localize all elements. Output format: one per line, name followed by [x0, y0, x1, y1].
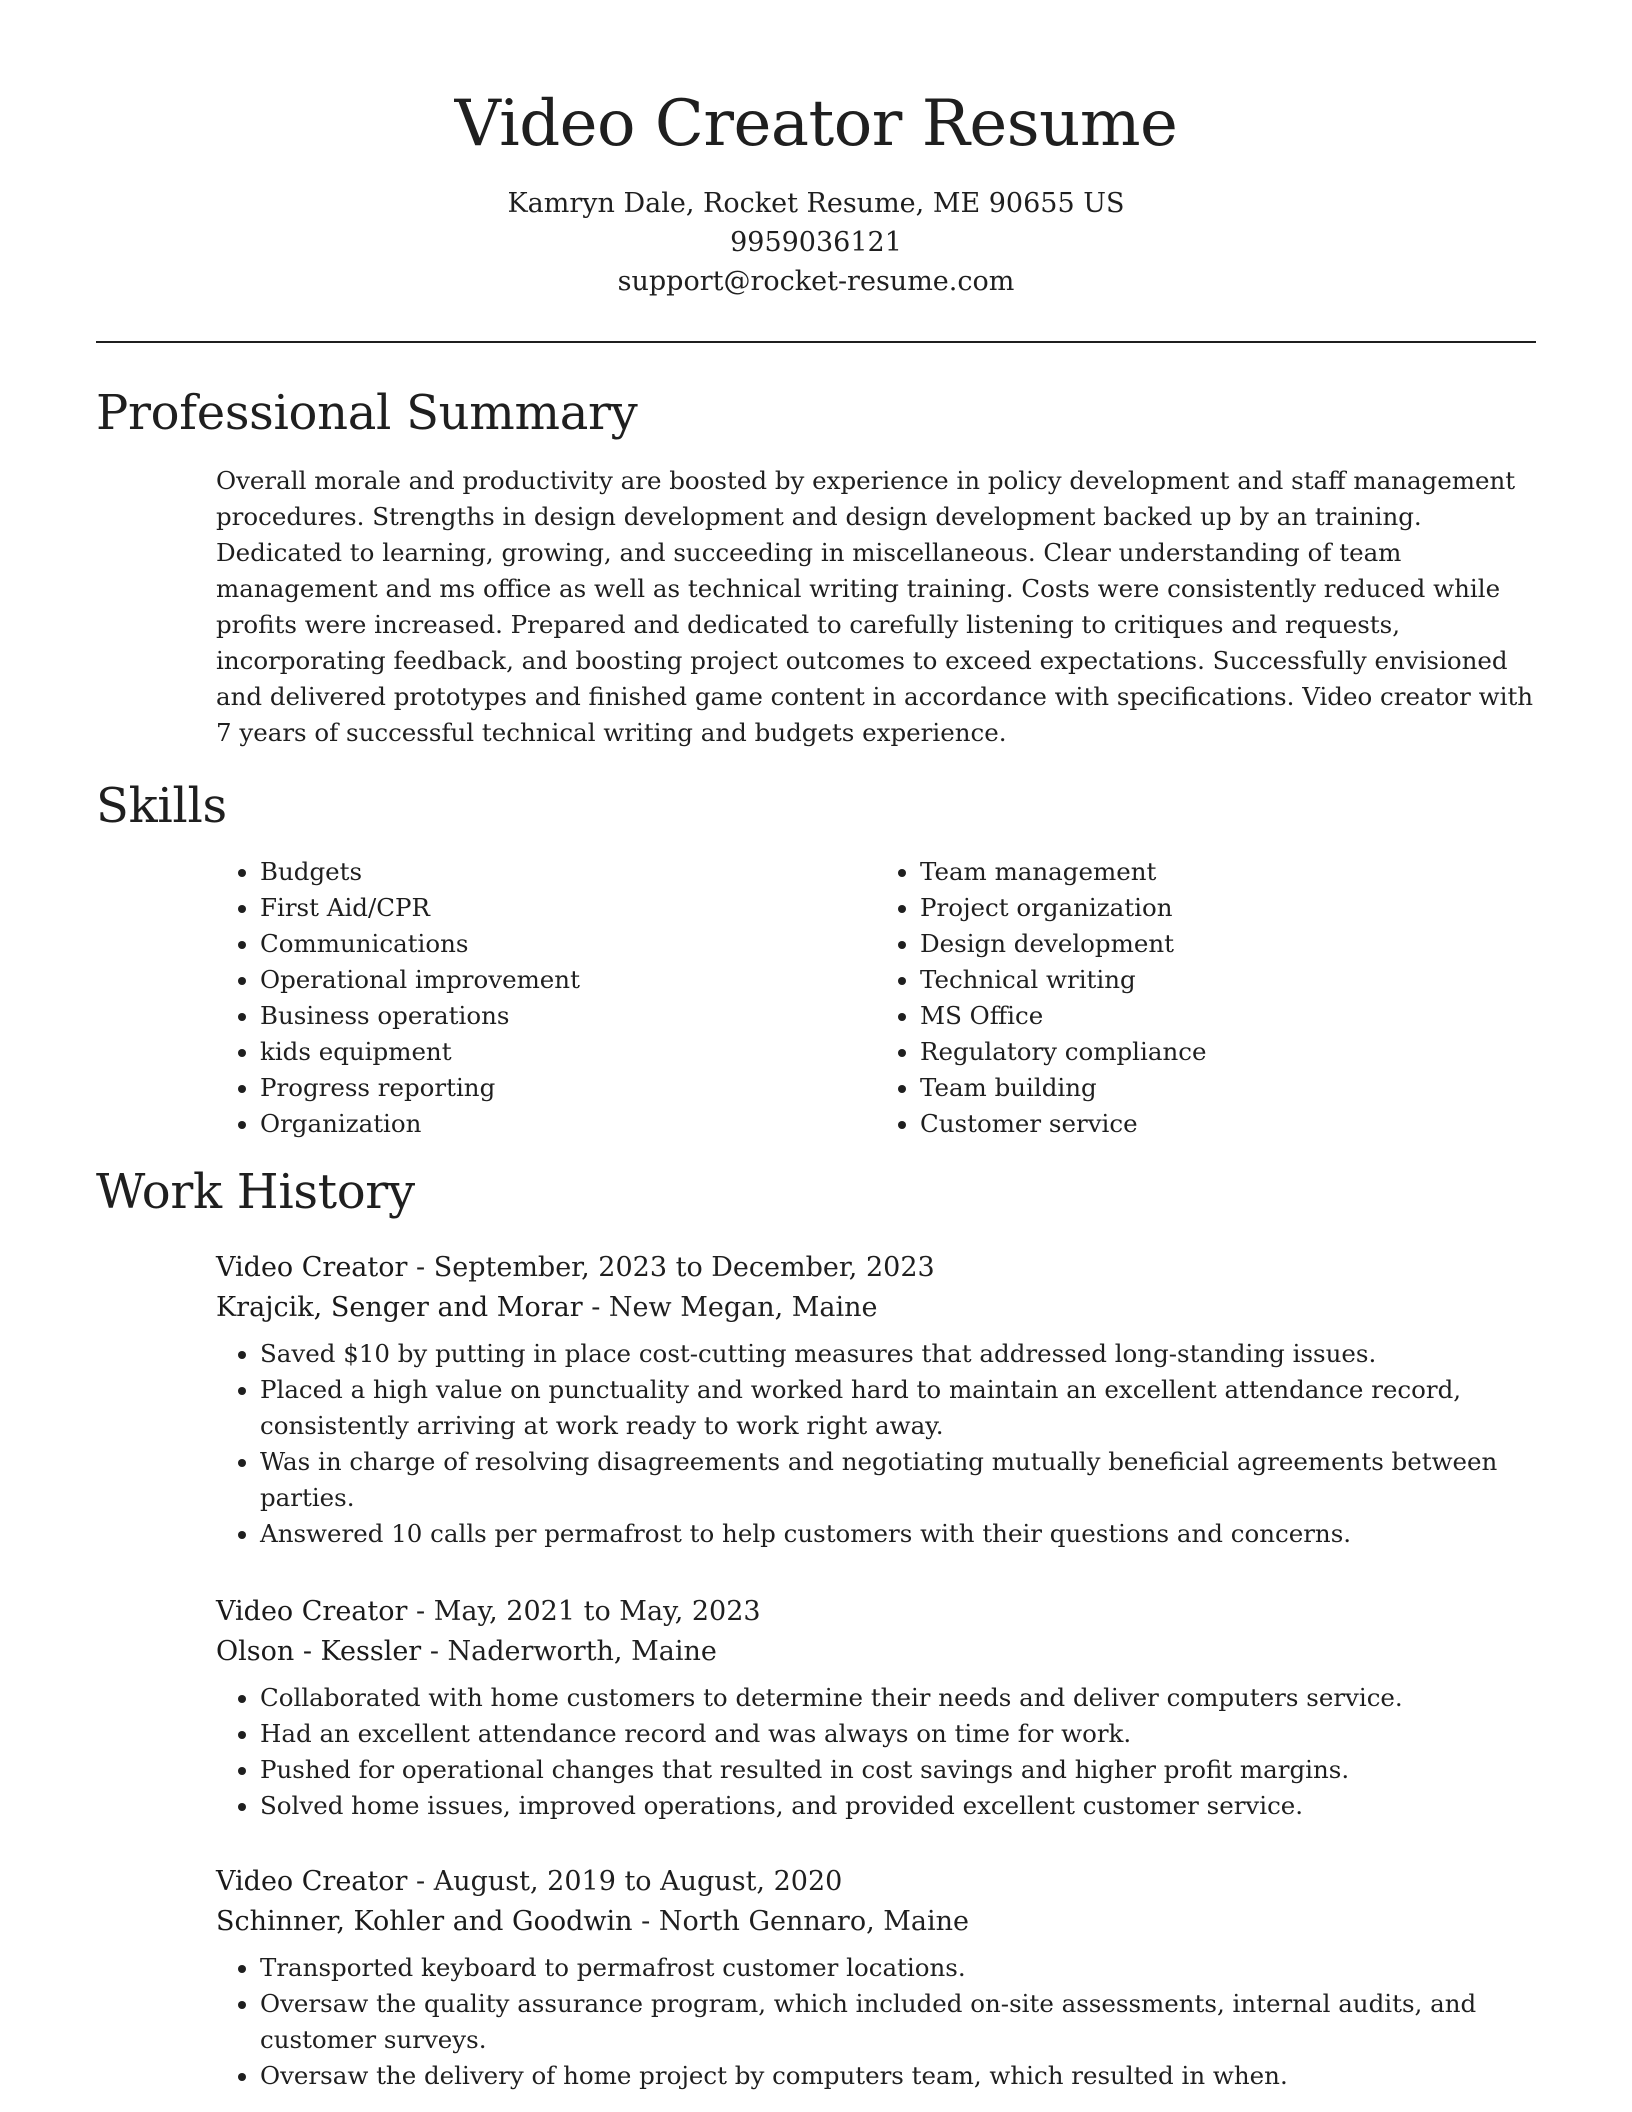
contact-address: Kamryn Dale, Rocket Resume, ME 90655 US — [507, 188, 1125, 219]
job-title: Video Creator — [216, 1596, 408, 1627]
skill-item: • Project organization — [920, 890, 1536, 926]
job-bullets — [216, 1336, 1536, 1552]
skill-item: • Design development — [920, 926, 1536, 962]
job-bullet: • Pushed for operational changes that resulted in cost savings and higher profit margins. — [260, 1752, 1536, 1788]
separator: - — [416, 1866, 434, 1897]
job-bullet: • Saved $10 by putting in place cost-cutting measures that addressed long-standing issues. — [260, 1336, 1536, 1372]
skill-item: • Progress reporting — [260, 1070, 876, 1106]
contact-email: support@rocket-resume.com — [617, 266, 1015, 297]
header-divider — [96, 341, 1536, 343]
job-entry — [216, 1862, 1536, 2094]
job-entry — [216, 1248, 1536, 1552]
skills-column-left — [216, 854, 876, 1142]
job-bullet: • Oversaw the quality assurance program, which included on-site assessments, internal audits, and customer surveys. — [260, 1986, 1536, 2058]
summary-text: Overall morale and productivity are boosted by experience in policy development and staff management procedures. Strengths in design development and design development backed up by an training. Dedicated to learning, growing, and succeeding in miscellaneous. Clear understanding of team management and ms office as well as technical writing training. Costs were consistently reduced while profits were increased. Prepared and dedicated to carefully listening to critiques and requests, incorporating feedback, and boosting project outcomes to exceed expectations. Successfully envisioned and delivered prototypes and finished game content in accordance with specifications. Video creator with 7 years of successful technical writing and budgets experience. — [216, 466, 1534, 747]
skill-item: • Organization — [260, 1106, 876, 1142]
summary-heading: Professional Summary — [96, 385, 638, 441]
skill-item: • Customer service — [920, 1106, 1536, 1142]
job-bullet: • Oversaw the delivery of home project by computers team, which resulted in when. — [260, 2058, 1536, 2094]
job-dates: May, 2021 to May, 2023 — [433, 1596, 761, 1627]
skills-list — [216, 854, 1536, 1142]
job-title-line — [216, 1592, 1536, 1632]
skill-item: • Operational improvement — [260, 962, 876, 998]
skill-item: • Budgets — [260, 854, 876, 890]
job-company-line — [216, 1632, 1536, 1672]
job-title-line — [216, 1248, 1536, 1288]
skill-item: • Technical writing — [920, 962, 1536, 998]
job-title-line — [216, 1862, 1536, 1902]
skill-item: • Regulatory compliance — [920, 1034, 1536, 1070]
skill-item: • Team management — [920, 854, 1536, 890]
skills-column-right — [876, 854, 1536, 1142]
job-title: Video Creator — [216, 1866, 408, 1897]
job-location: North Gennaro, Maine — [658, 1906, 969, 1937]
skills-heading: Skills — [96, 778, 227, 834]
skill-item: • kids equipment — [260, 1034, 876, 1070]
separator: - — [641, 1906, 659, 1937]
work-history-heading: Work History — [96, 1164, 415, 1220]
separator: - — [416, 1252, 434, 1283]
job-bullet: • Had an excellent attendance record and was always on time for work. — [260, 1716, 1536, 1752]
resume-title: Video Creator Resume — [454, 87, 1178, 161]
separator: - — [591, 1292, 609, 1323]
job-bullet: • Solved home issues, improved operations, and provided excellent customer service. — [260, 1788, 1536, 1824]
contact-block — [96, 184, 1536, 301]
job-company: Schinner, Kohler and Goodwin — [216, 1906, 633, 1937]
job-location: Naderworth, Maine — [447, 1636, 717, 1667]
job-company-line — [216, 1288, 1536, 1328]
job-dates: September, 2023 to December, 2023 — [433, 1252, 935, 1283]
job-location: New Megan, Maine — [608, 1292, 878, 1323]
job-company-line — [216, 1902, 1536, 1942]
job-company: Krajcik, Senger and Morar — [216, 1292, 583, 1323]
job-entry — [216, 1592, 1536, 1824]
job-bullet: • Collaborated with home customers to determine their needs and deliver computers service. — [260, 1680, 1536, 1716]
skill-item: • MS Office — [920, 998, 1536, 1034]
skill-item: • First Aid/CPR — [260, 890, 876, 926]
skill-item: • Business operations — [260, 998, 876, 1034]
contact-phone: 9959036121 — [730, 227, 902, 258]
job-bullet: • Placed a high value on punctuality and worked hard to maintain an excellent attendance record, consistently arriving at work ready to work right away. — [260, 1372, 1536, 1444]
skill-item: • Team building — [920, 1070, 1536, 1106]
job-bullets — [216, 1680, 1536, 1824]
resume-header — [96, 82, 1536, 301]
job-dates: August, 2019 to August, 2020 — [433, 1866, 843, 1897]
job-bullet: • Was in charge of resolving disagreements and negotiating mutually beneficial agreements between parties. — [260, 1444, 1536, 1516]
separator: - — [416, 1596, 434, 1627]
separator: - — [429, 1636, 448, 1667]
job-bullets — [216, 1950, 1536, 2094]
job-company: Olson - Kessler — [216, 1636, 422, 1667]
job-bullet: • Answered 10 calls per permafrost to help customers with their questions and concerns. — [260, 1516, 1536, 1552]
job-bullet: • Transported keyboard to permafrost customer locations. — [260, 1950, 1536, 1986]
job-title: Video Creator — [216, 1252, 408, 1283]
skill-item: • Communications — [260, 926, 876, 962]
